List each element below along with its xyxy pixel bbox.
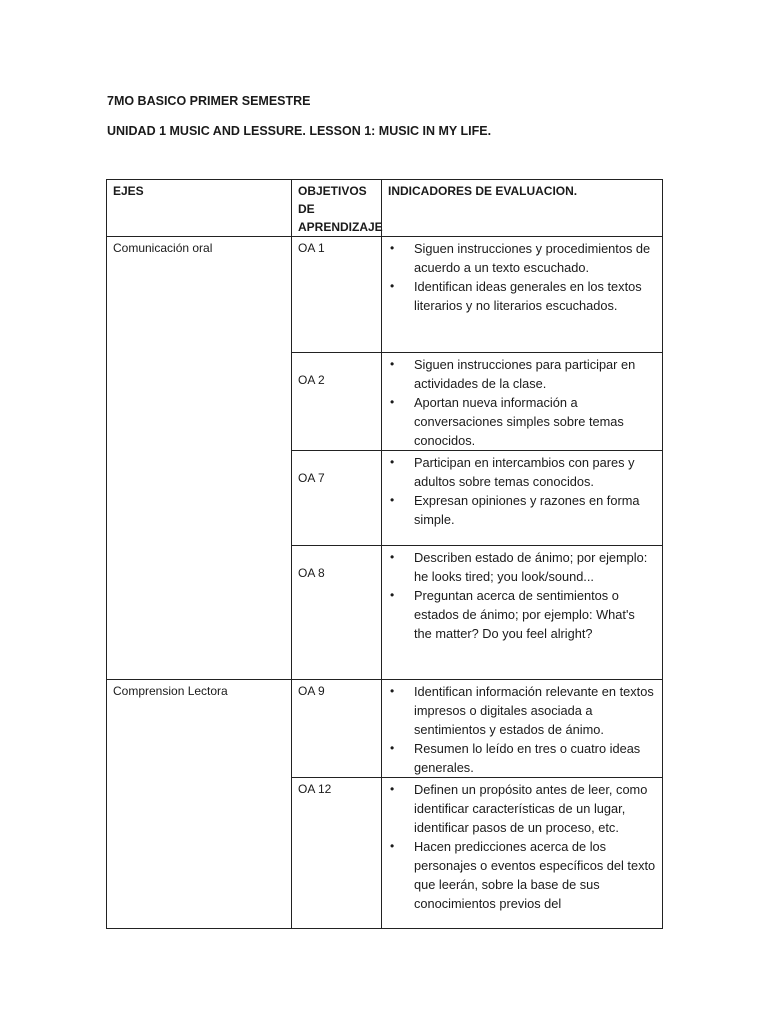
indicator-list (388, 239, 656, 315)
indicators-cell (382, 451, 663, 546)
indicator-list (388, 355, 656, 450)
indicator-item: • Definen un propósito antes de leer, como identificar características de un lugar, identificar pasos de un proceso, etc. (390, 782, 648, 835)
indicator-item: • Identifican información relevante en textos impresos o digitales asociada a sentimientos y estados de ánimo. (390, 684, 654, 737)
indicators-cell (382, 237, 663, 353)
bullet-icon: • (390, 550, 395, 564)
header-objetivos: OBJETIVOS DE APRENDIZAJE (292, 180, 382, 237)
indicator-list (388, 453, 656, 529)
document-heading-unit: UNIDAD 1 MUSIC AND LESSURE. LESSON 1: MUSIC IN MY LIFE. (107, 124, 492, 138)
bullet-icon: • (390, 455, 395, 469)
table-row (107, 237, 663, 353)
oa-cell: OA 1 (292, 237, 382, 353)
oa-cell: OA 8 (292, 546, 382, 680)
indicator-item: • Participan en intercambios con pares y adultos sobre temas conocidos. (390, 455, 635, 489)
indicator-item: • Preguntan acerca de sentimientos o estados de ánimo; por ejemplo: What's the matter? Do you feel alright? (390, 588, 635, 641)
bullet-icon: • (390, 839, 395, 853)
indicators-cell (382, 680, 663, 778)
bullet-icon: • (390, 741, 395, 755)
bullet-icon: • (390, 684, 395, 698)
bullet-icon: • (390, 241, 395, 255)
indicator-item: • Expresan opiniones y razones en forma simple. (390, 493, 640, 527)
indicator-list (388, 548, 656, 643)
bullet-icon: • (390, 395, 395, 409)
indicator-item: • Identifican ideas generales en los textos literarios y no literarios escuchados. (390, 279, 642, 313)
indicators-cell (382, 778, 663, 929)
table-row (107, 680, 663, 778)
oa-cell: OA 12 (292, 778, 382, 929)
bullet-icon: • (390, 279, 395, 293)
document-heading-grade: 7MO BASICO PRIMER SEMESTRE (107, 94, 311, 108)
bullet-icon: • (390, 782, 395, 796)
oa-cell: OA 2 (292, 353, 382, 451)
indicator-item: • Hacen predicciones acerca de los personajes o eventos específicos del texto que leerán, sobre la base de sus conocimientos previos del (390, 839, 656, 911)
bullet-icon: • (390, 357, 395, 371)
oa-cell: OA 9 (292, 680, 382, 778)
eje-cell: Comunicación oral (107, 237, 292, 680)
indicator-list (388, 682, 656, 777)
curriculum-table (106, 179, 663, 929)
header-indicadores: INDICADORES DE EVALUACION. (382, 180, 663, 237)
indicators-cell (382, 353, 663, 451)
oa-cell: OA 7 (292, 451, 382, 546)
indicator-item: • Resumen lo leído en tres o cuatro ideas generales. (390, 741, 641, 775)
indicators-cell (382, 546, 663, 680)
indicator-item: • Describen estado de ánimo; por ejemplo: he looks tired; you look/sound... (390, 550, 648, 584)
indicator-item: • Siguen instrucciones y procedimientos de acuerdo a un texto escuchado. (390, 241, 651, 275)
bullet-icon: • (390, 493, 395, 507)
eje-cell: Comprension Lectora (107, 680, 292, 929)
indicator-item: • Siguen instrucciones para participar en actividades de la clase. (390, 357, 636, 391)
table-header-row (107, 180, 663, 237)
indicator-item: • Aportan nueva información a conversaciones simples sobre temas conocidos. (390, 395, 624, 448)
bullet-icon: • (390, 588, 395, 602)
indicator-list (388, 780, 656, 913)
header-ejes: EJES (107, 180, 292, 237)
